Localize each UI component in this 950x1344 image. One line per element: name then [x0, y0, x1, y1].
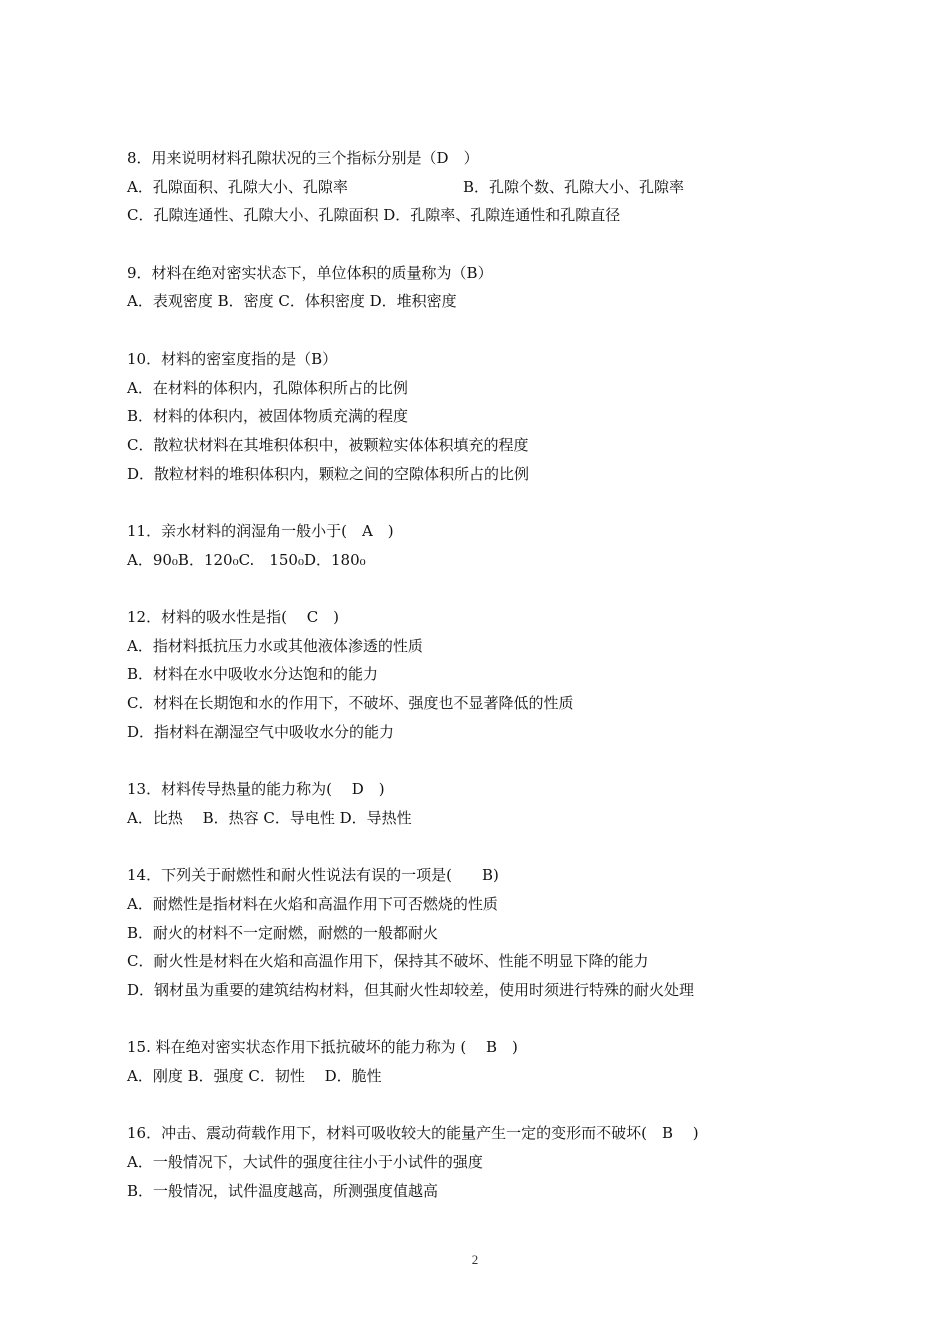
- option-a: A．在材料的体积内，孔隙体积所占的比例: [127, 378, 408, 397]
- option-d: D．散粒材料的堆积体积内，颗粒之间的空隙体积所占的比例: [127, 464, 530, 483]
- option-line: A．刚度 B．强度 C．韧性 D．脆性: [127, 1067, 382, 1085]
- question-16: [127, 1119, 827, 1205]
- option-c: C．耐火性是材料在火焰和高温作用下，保持其不破坏、性能不明显下降的能力: [127, 952, 649, 971]
- question-14: [127, 861, 827, 1004]
- option-line: A．比热 B．热容 C．导电性 D．导热性: [127, 808, 412, 827]
- question-10: [127, 345, 827, 488]
- question-stem: 13．材料传导热量的能力称为( D ): [127, 780, 385, 799]
- option-d: D．钢材虽为重要的建筑结构材料，但其耐火性却较差，使用时须进行特殊的耐火处理: [127, 980, 695, 999]
- option-a: A．孔隙面积、孔隙大小、孔隙率: [127, 177, 348, 196]
- option-b: B．孔隙个数、孔隙大小、孔隙率: [463, 177, 685, 196]
- question-15: [127, 1033, 827, 1090]
- question-stem: 15. 料在绝对密实状态作用下抵抗破坏的能力称为 ( B ): [127, 1038, 518, 1057]
- option-b: B．材料的体积内，被固体物质充满的程度: [127, 407, 409, 426]
- question-stem: 14．下列关于耐燃性和耐火性说法有误的一项是( B): [127, 866, 499, 885]
- question-stem: 9．材料在绝对密实状态下，单位体积的质量称为（B）: [127, 263, 493, 282]
- option-d: D．指材料在潮湿空气中吸收水分的能力: [127, 722, 395, 741]
- question-stem: 11．亲水材料的润湿角一般小于( A ): [127, 521, 394, 540]
- question-13: [127, 775, 827, 832]
- question-8: [127, 144, 827, 230]
- option-b: B．材料在水中吸收水分达饱和的能力: [127, 665, 379, 684]
- option-a: A．指材料抵抗压力水或其他液体渗透的性质: [127, 636, 423, 655]
- document-page: [127, 144, 827, 1234]
- option-line: A．表观密度 B．密度 C．体积密度 D．堆积密度: [127, 292, 457, 311]
- option-b: B．耐火的材料不一定耐燃，耐燃的一般都耐火: [127, 923, 439, 942]
- option-line: C．孔隙连通性、孔隙大小、孔隙面积 D．孔隙率、孔隙连通性和孔隙直径: [127, 206, 621, 225]
- question-12: [127, 603, 827, 746]
- question-stem: 8．用来说明材料孔隙状况的三个指标分别是（D ）: [127, 149, 479, 167]
- option-a: A．耐燃性是指材料在火焰和高温作用下可否燃烧的性质: [127, 894, 498, 913]
- option-c: C．材料在长期饱和水的作用下，不破坏、强度也不显著降低的性质: [127, 694, 574, 713]
- option-c: C．散粒状材料在其堆积体积中，被颗粒实体体积填充的程度: [127, 435, 529, 454]
- option-b: B．一般情况，试件温度越高，所测强度值越高: [127, 1181, 439, 1200]
- question-stem: 10．材料的密室度指的是（B）: [127, 349, 338, 368]
- question-stem: 16．冲击、震动荷载作用下，材料可吸收较大的能量产生一定的变形而不破坏( B ): [127, 1124, 699, 1143]
- option-line: A．90₀B．120₀C. 150₀D．180₀: [127, 550, 366, 569]
- question-9: [127, 259, 827, 316]
- option-row: [127, 173, 827, 202]
- option-a: A．一般情况下，大试件的强度往往小于小试件的强度: [127, 1153, 483, 1172]
- page-number: 2: [471, 1252, 479, 1267]
- question-11: [127, 517, 827, 574]
- question-stem: 12．材料的吸水性是指( C ): [127, 608, 340, 626]
